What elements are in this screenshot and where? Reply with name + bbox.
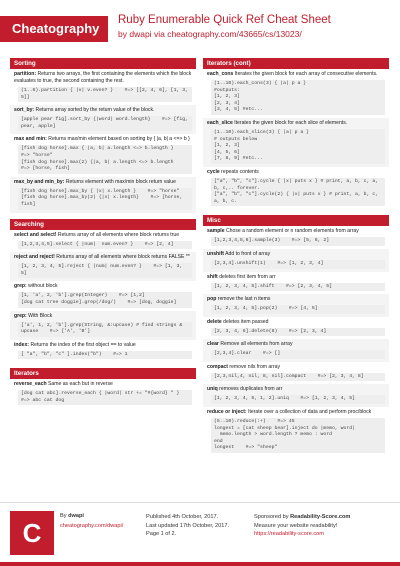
code-line: [2, 3, 4]: [214, 100, 240, 106]
code-line: longest #=> "sheep": [214, 445, 278, 451]
page-subtitle: [118, 29, 302, 39]
entry-description: [14, 342, 192, 349]
entry-method-name: sort_by:: [14, 107, 35, 114]
footer-accent-bar: [0, 562, 400, 566]
code-line: [dog cat abc].reverse_each { |word| str += "#{word} " } #=> abc cat dog: [21, 391, 191, 403]
code-line: (5..10).reduce(:+) #=> 45: [214, 419, 295, 425]
code-example: [211, 328, 385, 337]
section-heading: Misc: [203, 215, 389, 226]
entry-desc-text: Returns max/min element based on sorting by { |a, b| a <=> b }: [48, 136, 190, 143]
code-line: end: [214, 438, 223, 444]
code-example: [18, 116, 192, 131]
entry-description: [14, 283, 192, 290]
entry-method-name: each_cons: [207, 71, 234, 77]
code-line: [7, 8, 9] #etc...: [214, 156, 263, 162]
code-example: [211, 283, 385, 292]
code-line: # outputs below: [214, 136, 258, 142]
code-line: [1,2,3,4,5].select { |num| num.even? } #=> [2, 4]: [21, 241, 174, 247]
cheat-entry: [203, 362, 389, 385]
sponsor-prefix: Sponsored by: [254, 514, 289, 520]
entry-description: [207, 120, 385, 127]
code-example: [18, 87, 192, 102]
cheat-entry: [203, 339, 389, 362]
code-example: [211, 80, 385, 115]
code-line: (1..10).each_slice(3) { |a| p a }: [214, 129, 309, 135]
code-example: [18, 188, 192, 210]
footer-author: [60, 513, 84, 519]
entry-method-name: delete: [207, 318, 222, 325]
entry-method-name: max and min:: [14, 136, 47, 143]
cheatography-logo[interactable]: Cheatography: [0, 16, 108, 42]
code-line: [ "a", "b", "c" ].index("b") #=> 1: [21, 351, 128, 357]
entry-method-name: grep:: [14, 312, 27, 319]
section-heading: Sorting: [10, 58, 196, 69]
code-line: [2,3,4].unshift(1) #=> [1, 2, 3, 4]: [214, 260, 324, 266]
code-example: [18, 390, 192, 405]
code-example: [211, 350, 385, 359]
cheat-entry: [203, 249, 389, 272]
page-number: Page 1 of 2.: [146, 531, 177, 537]
published-date: Published 4th October, 2017.: [146, 514, 219, 520]
cheat-entry: [10, 379, 196, 408]
entry-desc-text: Iterate over a collection of data and perform proc/block: [248, 409, 372, 416]
updated-date: Last updated 17th October, 2017.: [146, 522, 230, 529]
code-example: [211, 178, 385, 206]
entry-description: [207, 251, 385, 258]
entry-method-name: each_slice: [207, 119, 233, 126]
entry-description: [14, 381, 192, 388]
cheat-entry: [203, 384, 389, 407]
cheat-entry: [10, 105, 196, 134]
code-line: (1..6).partition { |v| v.even? } #=> [[2, 4, 6], [1, 3, 5]]: [21, 88, 191, 100]
code-line: ['a', 1, 2, 'b'].grep(String, &:upcase) # find strings & upcase #=> ['A', 'B']: [21, 322, 186, 335]
footer-author-link[interactable]: cheatography.com/dwapi/: [60, 523, 124, 529]
footer-publication: [146, 513, 229, 539]
entry-description: [207, 319, 385, 326]
code-line: [2,3,nil,4, nil, 8, nil].compact #=> [2, 3, 4, 8]: [214, 373, 364, 379]
cheat-entry: [10, 177, 196, 213]
section: [10, 219, 196, 363]
entry-desc-text: deletes item passed: [223, 318, 269, 325]
entry-method-name: reduce or inject:: [207, 409, 247, 416]
code-line: [fish dog horse].max_by(2) {|x| x.length} #=> [horse, fish]: [21, 195, 186, 207]
entry-description: [207, 341, 385, 348]
entry-description: [207, 364, 385, 371]
entry-description: [14, 179, 192, 186]
code-line: [2, 3, 4, 6].delete(6) #=> [2, 3, 4]: [214, 328, 327, 334]
code-line: [fish dog horse].max(2) {|a, b| a.length <=> b.length #=> [horse, fish]: [21, 159, 186, 172]
entry-description: [14, 71, 192, 85]
cheatography-c-logo: C: [10, 511, 54, 555]
cheat-entry: [203, 294, 389, 317]
entry-description: [207, 228, 385, 235]
code-line: [1, 2, 3, 4, 5].reject { |num| num.even? } #=> [1, 3, 5]: [21, 264, 186, 276]
page-title: Ruby Enumerable Quick Ref Cheat Sheet: [118, 14, 331, 26]
entry-desc-text: Returns array sorted by the return value of the block.: [35, 107, 155, 114]
entry-desc-text: Returns array of all elements where block returns FALSE **: [56, 254, 190, 261]
entry-description: [14, 232, 192, 239]
page-footer: [0, 502, 400, 566]
left-column: [10, 58, 196, 414]
via-label: via: [153, 29, 165, 39]
code-line: [4, 5, 6]: [214, 149, 240, 155]
code-line: (1..10).each_cons(3) { |a| p a }: [214, 81, 307, 86]
entry-description: [207, 386, 385, 393]
entry-method-name: unshift: [207, 250, 224, 257]
code-example: [211, 129, 385, 164]
section-heading: Searching: [10, 219, 196, 230]
entry-method-name: reject and reject!: [14, 254, 55, 261]
entry-method-name: shift: [207, 273, 218, 280]
code-line: [1, 2, 3]: [214, 94, 240, 100]
cheat-entry: [203, 407, 389, 456]
entry-method-name: clear: [207, 341, 219, 348]
code-line: [1,2,3,4,5,6].sample(3) #=> [5, 6, 2]: [214, 238, 330, 244]
section-heading: Iterators: [10, 368, 196, 379]
entry-desc-text: Chose a random element or n random elements from array: [225, 228, 359, 235]
entry-description: [207, 296, 385, 303]
entry-method-name: sample: [207, 228, 225, 235]
sponsor-link[interactable]: https://readability-score.com: [254, 531, 324, 537]
code-example: [211, 305, 385, 314]
entry-desc-text: Same as each but in reverse: [48, 381, 113, 388]
entry-desc-text: Returns array of all elements where block returns true: [57, 231, 180, 238]
code-example: [18, 351, 192, 360]
sponsor-tagline: Measure your website readability!: [254, 522, 338, 529]
entry-desc-text: With Block: [28, 312, 53, 319]
code-example: [211, 373, 385, 382]
code-line: [1, 'a', 2, 'b'].grep(Integer) #=> [1,2]: [21, 293, 145, 299]
section-heading: Iterators (cont): [203, 58, 389, 69]
by-label: by: [118, 29, 127, 39]
entry-method-name: max_by and min_by:: [14, 178, 65, 185]
cheat-entry: [10, 69, 196, 105]
code-line: [fish dog horse].max { |a, b| a.length <=> b.length } #=> "horse": [21, 146, 186, 158]
entry-desc-text: Returns element with max/min block return value: [65, 178, 176, 185]
code-example: [18, 145, 192, 173]
page-header: [0, 0, 400, 56]
cheat-entry: [203, 118, 389, 167]
entry-method-name: cycle: [207, 168, 220, 175]
section: [203, 215, 389, 456]
code-line: [fish dog horse].max_by { |x| x.length } #=> "horse": [21, 188, 180, 194]
entry-method-name: select and select!: [14, 231, 57, 238]
entry-desc-text: repeats contents: [221, 168, 259, 175]
cheat-entry: [203, 272, 389, 295]
cheat-entry: [10, 340, 196, 363]
sponsor-line: [254, 513, 350, 522]
entry-desc-text: removes duplicates from arr: [219, 386, 283, 393]
entry-description: [14, 313, 192, 320]
code-line: #outputs:: [214, 87, 240, 93]
code-line: [1, 2, 3, 4, 5].shift #=> [2, 3, 4, 5]: [214, 283, 333, 289]
entry-method-name: pop: [207, 296, 217, 303]
entry-desc-text: Iterates the given block for each slice of elements.: [234, 119, 348, 126]
footer-author-name[interactable]: dwapi: [68, 513, 84, 519]
code-line: memo.length > word.length ? memo : word: [214, 432, 333, 438]
entry-description: [207, 71, 385, 78]
entry-method-name: uniq: [207, 386, 218, 393]
code-example: [18, 322, 192, 337]
entry-description: [207, 169, 385, 176]
entry-desc-text: Add to front of array: [225, 250, 271, 257]
code-example: [211, 260, 385, 269]
code-example: [18, 241, 192, 250]
entry-desc-text: Returns two arrays, the first containing the elements which the block evaluates to true, the second containing the rest.: [14, 71, 192, 84]
footer-sponsor: [254, 513, 350, 539]
code-line: [1, 2, 3]: [214, 143, 240, 149]
entry-description: [207, 274, 385, 281]
entry-desc-text: remove nils from array: [229, 363, 281, 370]
entry-desc-text: remove the last n items: [217, 296, 271, 303]
entry-description: [14, 107, 192, 114]
code-line: [1, 2, 3, 4, 5, 1, 2].uniq #=> [1, 2, 3, 4, 5]: [214, 396, 356, 402]
entry-method-name: index:: [14, 341, 30, 348]
entry-description: [14, 136, 192, 143]
entry-method-name: compact: [207, 363, 228, 370]
cheat-entry: [203, 226, 389, 249]
code-line: ["a", "b", "c"].cycle(2) { |x| puts x } # print, a, b, c, a, b, c.: [214, 192, 381, 204]
entry-desc-text: deletes first item from arr: [219, 273, 276, 280]
section: [203, 58, 389, 209]
section: [10, 368, 196, 408]
code-line: ["a", "b", "c"].cycle { |x| puts x } # print, a, b, c, a, b, c,.. forever.: [214, 178, 381, 191]
entry-desc-text: Remove all elements from array: [220, 341, 293, 348]
footer-by-label: By: [60, 513, 67, 519]
code-example: [211, 395, 385, 404]
sheet-url-link[interactable]: cheatography.com/43665/cs/13023/: [167, 29, 302, 39]
entry-description: [207, 409, 385, 416]
cheat-entry: [10, 134, 196, 176]
code-example: [211, 418, 385, 453]
code-line: [2,3,4].clear #=> []: [214, 351, 281, 357]
cheat-entry: [10, 281, 196, 310]
entry-method-name: grep:: [14, 283, 27, 290]
code-line: [1, 2, 3, 4, 5].pop(2) #=> [4, 5]: [214, 306, 318, 312]
entry-method-name: reverse_each: [14, 381, 47, 388]
code-line: [dog cat tree doggie].grep(/dog/) #=> [dog, doggie]: [21, 299, 177, 305]
code-example: [18, 292, 192, 307]
section: [10, 58, 196, 213]
code-line: [apple pear fig].sort_by {|word| word.length} #=> [fig, pear, apple]: [21, 117, 191, 129]
entry-desc-text: without block: [28, 283, 58, 290]
entry-desc-text: Returns the index of the first object == to value: [30, 341, 136, 348]
author-link[interactable]: dwapi: [129, 29, 152, 39]
sponsor-name[interactable]: Readability-Score.com: [290, 514, 351, 520]
cheat-entry: [10, 230, 196, 253]
cheat-entry: [10, 311, 196, 340]
cheat-entry: [203, 69, 389, 118]
cheat-entry: [10, 252, 196, 281]
cheat-entry: [203, 317, 389, 340]
entry-method-name: partition:: [14, 71, 37, 77]
code-line: longest = [cat sheep bear].inject do |memo, word|: [214, 425, 356, 431]
code-example: [211, 237, 385, 246]
cheat-entry: [203, 167, 389, 209]
right-column: [203, 58, 389, 462]
code-line: [3, 4, 5] #etc...: [214, 107, 263, 113]
entry-desc-text: Iterates the given block for each array of consecutive elements.: [234, 71, 378, 77]
entry-description: [14, 254, 192, 261]
code-example: [18, 263, 192, 278]
